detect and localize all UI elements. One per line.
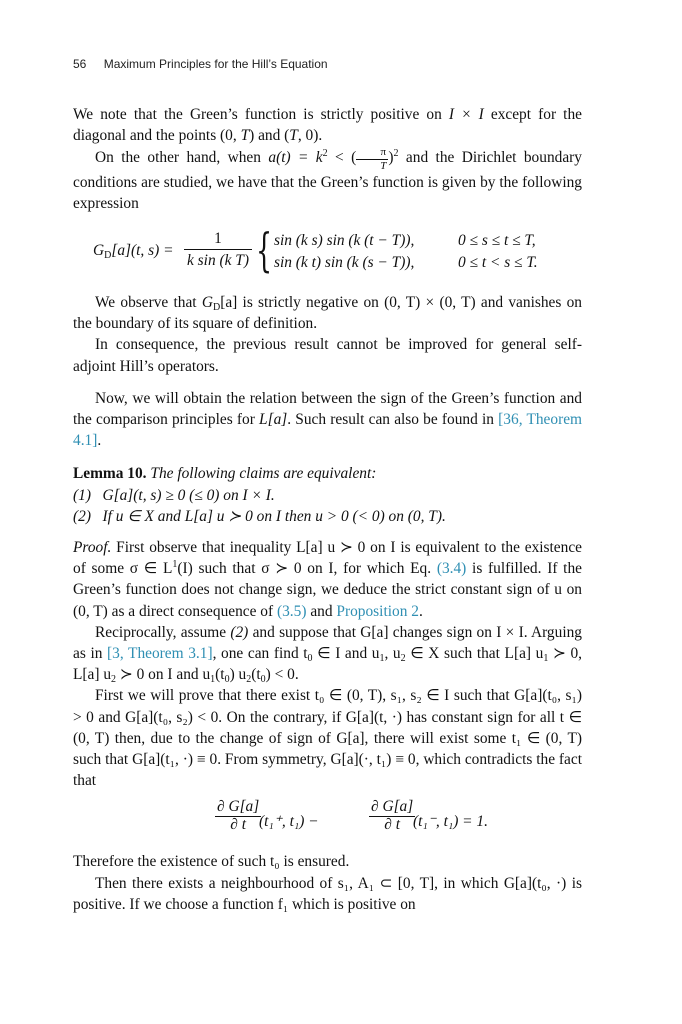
equation-link-3-4[interactable]: (3.4)	[436, 560, 467, 578]
equation-condition-1: 0 ≤ s ≤ t ≤ T,	[458, 232, 536, 249]
lemma-claim-1: (1) G[a](t, s) ≥ 0 (≤ 0) on I × I.	[73, 486, 275, 504]
citation-link-3[interactable]: [3, Theorem 3.1]	[107, 645, 213, 663]
proposition-2-link[interactable]: Proposition 2	[336, 602, 419, 620]
pi-over-T-fraction: $\frac{\pi}{T}$	[356, 146, 388, 171]
derivative-jump-equation	[73, 797, 582, 845]
paragraph-7: First we will prove that there exist t₀ ∈ (0, T), s₁, s₂ ∈ I such that G[a](t₀, s₁) > 0 and G[a](t₀, s₂) < 0. On the contrary, if G[a](t, ·) has constant sign for all t ∈ (0, T) then, due to the change of sign of G[a], there will exist some t₁ ∈ (0, T) such that G[a](t₁, ·) ≡ 0. From symmetry, G[a](·, t₁) ≡ 0, which contradicts the fact that	[73, 687, 582, 790]
paragraph-2: On the other hand, when $a(t) = k^2$ < ( $\frac{\pi}{T}$ )$^2$ and the Dirichlet boundary conditions are studied, we have that the Green’s function is given by the following expression	[73, 146, 582, 212]
paragraph-1: We note that the Green’s function is strictly positive on I × I except for the diagonal and the points (0, T) and (T, 0).	[73, 106, 582, 145]
partial-derivative-fraction-2: $\frac{\partial G[a]}{\partial t}$	[371, 798, 414, 834]
citation-link-36[interactable]: [36, Theorem 4.1]	[73, 411, 582, 450]
derivative-arg-1: (t₁⁺, t₁) −	[259, 813, 319, 831]
running-header	[73, 57, 328, 71]
left-brace: {	[256, 223, 273, 277]
paragraph-3: We observe that $G_D[a]$ is strictly negative on (0, T) × (0, T) and vanishes on the boundary of its square of definition.	[73, 294, 583, 333]
paragraph-6: Reciprocally, assume (2) and suppose that G[a] changes sign on I × I. Arguing as in [3, Theorem 3.1], one can find $t_0$ ∈ I and $u_1$, $u_2$ ∈ X such that L[a] $u_1$ ≻ 0, L[a] $u_2$ ≻ 0 on I and $u_1(t_0) u_2(t_0) < 0$.	[73, 623, 583, 686]
equation-fraction: $\frac{1}{\text{k sin (k T)}}$	[184, 228, 252, 271]
equation-lhs: $G_D[a](t$, s) =	[93, 242, 174, 261]
equation-case-2: sin (k t) sin (k (s − T)),	[274, 254, 415, 271]
derivative-arg-2: (t₁⁻, t₁) = 1.	[413, 813, 488, 831]
lemma-10	[73, 463, 582, 527]
paragraph-5: Now, we will obtain the relation between the sign of the Green’s function and the comparison principles for L[a]. Such result can also be found in [36, Theorem 4.1].	[73, 389, 582, 450]
paragraph-4: In consequence, the previous result cannot be improved for general self-adjoint Hill’s operators.	[73, 336, 582, 375]
lemma-heading: Lemma 10. The following claims are equivalent:	[73, 465, 377, 483]
paragraph-8: Therefore the existence of such t₀ is ensured.	[73, 853, 350, 871]
lemma-claim-2: (2) If u ∈ X and L[a] u ≻ 0 on I then u > 0 (< 0) on (0, T).	[73, 507, 446, 525]
equation-condition-2: 0 ≤ t < s ≤ T.	[458, 254, 538, 271]
dirichlet-green-function-equation	[73, 223, 582, 278]
equation-case-1: sin (k s) sin (k (t − T)),	[274, 232, 415, 249]
page-body	[73, 104, 582, 915]
partial-derivative-fraction-1: $\frac{\partial G[a]}{\partial t}$	[217, 798, 260, 834]
proof-paragraph: Proof. First observe that inequality L[a] u ≻ 0 on I is equivalent to the existence of some σ ∈ $L^1(I)$ such that σ ≻ 0 on I, for which Eq. (3.4) is fulfilled. If the Green’s function does not change sign, we deduce the strict constant sign of u on (0, T) as a direct consequence of (3.5) and Proposition 2.	[73, 539, 582, 620]
page-number: 56	[73, 57, 87, 71]
running-title: Maximum Principles for the Hill’s Equation	[103, 57, 328, 71]
paragraph-9: Then there exists a neighbourhood of s₁, A₁ ⊂ [0, T], in which G[a](t₀, ·) is positive. If we choose a function f₁ which is positive on	[73, 874, 582, 913]
equation-link-3-5[interactable]: (3.5)	[276, 602, 307, 620]
